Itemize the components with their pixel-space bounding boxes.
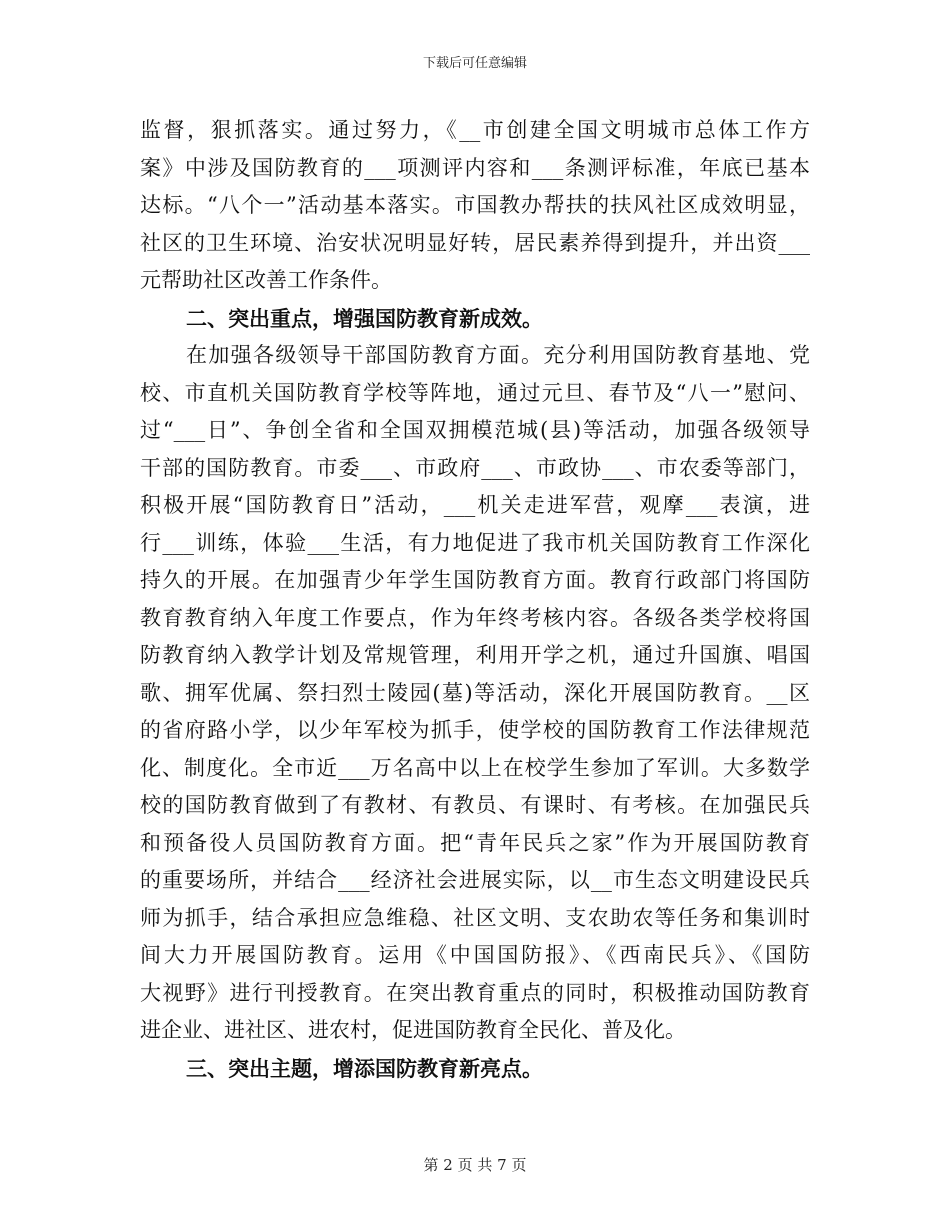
document-body [140, 112, 810, 1087]
body-line: 的省府路小学，以少年军校为抓手，使学校的国防教育工作法律规范 [140, 718, 810, 742]
body-line: 行___训练，体验___生活，有力地促进了我市机关国防教育工作深化 [140, 530, 810, 555]
body-line: 案》中涉及国防教育的___项测评内容和___条测评标准，年底已基本 [140, 155, 810, 180]
body-line: 大视野》进行刊授教育。在突出教育重点的同时，积极推动国防教育 [140, 980, 810, 1005]
page-footer: 第 2 页 共 7 页 [423, 1156, 527, 1174]
body-line: 进企业、进社区、进农村，促进国防教育全民化、普及化。 [140, 1018, 686, 1042]
body-line: 师为抓手，结合承担应急维稳、社区文明、支农助农等任务和集训时 [140, 905, 810, 930]
body-line: 监督，狠抓落实。通过努力，《__市创建全国文明城市总体工作方 [140, 118, 810, 142]
body-line: 社区的卫生环境、治安状况明显好转，居民素养得到提升，并出资___ [140, 230, 810, 255]
body-line: 干部的国防教育。市委___、市政府___、市政协___、市农委等部门， [140, 455, 810, 480]
body-line: 在加强各级领导干部国防教育方面。充分利用国防教育基地、党 [186, 343, 810, 367]
body-line: 的重要场所，并结合___经济社会进展实际，以__市生态文明建设民兵 [140, 868, 810, 892]
body-line: 校、市直机关国防教育学校等阵地，通过元旦、春节及“八一”慰问、 [140, 380, 810, 405]
body-line: 积极开展“国防教育日”活动，___机关走进军营，观摩___表演，进 [140, 493, 810, 517]
body-line: 歌、拥军优属、祭扫烈士陵园(墓)等活动，深化开展国防教育。__区 [140, 680, 810, 705]
page-header: 下载后可任意编辑 [422, 56, 527, 71]
section-heading: 二、突出重点，增强国防教育新成效。 [186, 305, 543, 331]
body-line: 化、制度化。全市近___万名高中以上在校学生参加了军训。大多数学 [140, 755, 810, 780]
body-line: 达标。“八个一”活动基本落实。市国教办帮扶的扶风社区成效明显， [140, 193, 810, 217]
body-line: 间大力开展国防教育。运用《中国国防报》、《西南民兵》、《国防 [140, 943, 810, 967]
body-line: 元帮助社区改善工作条件。 [140, 268, 392, 292]
body-line: 教育教育纳入年度工作要点，作为年终考核内容。各级各类学校将国 [140, 605, 810, 630]
body-line: 和预备役人员国防教育方面。把“青年民兵之家”作为开展国防教育 [140, 830, 810, 855]
body-line: 过“___日”、争创全省和全国双拥模范城(县)等活动，加强各级领导 [140, 418, 810, 442]
section-heading: 三、突出主题，增添国防教育新亮点。 [186, 1055, 543, 1081]
body-line: 防教育纳入教学计划及常规管理，利用开学之机，通过升国旗、唱国 [140, 643, 810, 667]
body-line: 校的国防教育做到了有教材、有教员、有课时、有考核。在加强民兵 [140, 793, 810, 817]
body-line: 持久的开展。在加强青少年学生国防教育方面。教育行政部门将国防 [140, 568, 810, 592]
